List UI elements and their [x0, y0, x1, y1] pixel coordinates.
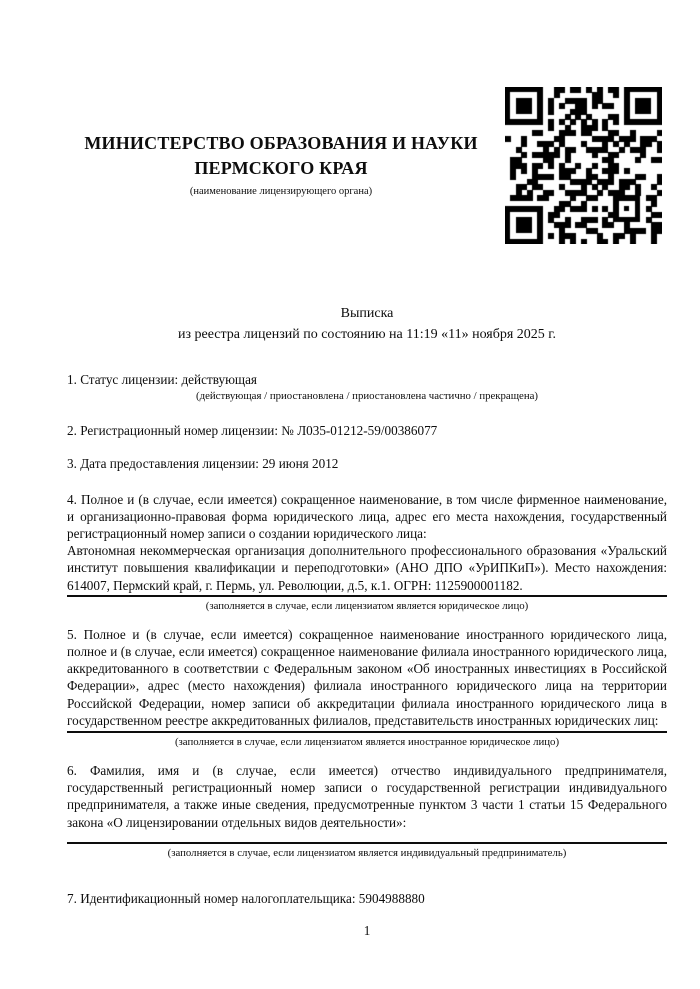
ministry-name-line1: МИНИСТЕРСТВО ОБРАЗОВАНИЯ И НАУКИ: [84, 133, 478, 153]
ministry-name-line2: ПЕРМСКОГО КРАЯ: [194, 158, 368, 178]
individual-entrepreneur-clause: 6. Фамилия, имя и (в случае, если имеется) отчество индивидуального предпринимателя, государственный регистрационный номер записи о государственной регистрации индивидуального предпринимателя, а также иные сведения, предусмотренные пунктом 3 части 1 статьи 15 Федерального закона «О лицензировании отдельных видов деятельности»:: [67, 763, 667, 830]
registration-number: 2. Регистрационный номер лицензии: № Л035-01212-59/00386077: [67, 423, 438, 439]
legal-entity-note: (заполняется в случае, если лицензиатом является юридическое лицо): [205, 599, 529, 612]
legal-entity-clause: 4. Полное и (в случае, если имеется) сокращенное наименование, в том числе фирменное наименование, и организационно-правовая форма юридического лица, адрес его места нахождения, государственный регистрационный номер записи о создании юридического лица:: [67, 491, 667, 542]
document-subtitle: из реестра лицензий по состоянию на 11:19 «11» ноября 2025 г.: [178, 327, 556, 342]
ministry-caption: (наименование лицензирующего органа): [189, 186, 373, 197]
grant-date: 3. Дата предоставления лицензии: 29 июня 2012: [67, 456, 339, 472]
legal-entity-rule: [67, 595, 667, 597]
foreign-entity-rule: [67, 731, 667, 733]
licensing-authority-block: [65, 131, 497, 198]
document-body: [67, 303, 667, 939]
license-status-note: (действующая / приостановлена / приостановлена частично / прекращена): [196, 390, 538, 403]
taxpayer-inn: 7. Идентификационный номер налогоплательщика: 5904988880: [67, 890, 425, 906]
qr-code: [505, 87, 662, 244]
individual-entrepreneur-rule: [67, 842, 667, 844]
foreign-entity-clause: 5. Полное и (в случае, если имеется) сокращенное наименование иностранного юридического лица, полное и (в случае, если имеется) сокращенное наименование филиала иностранного юридического лица, аккредитованного в соответствии с Федеральным законом «Об иностранных инвестициях в Российской Федерации», адрес (место нахождения) филиала иностранного юридического лица на территории Российской Федерации, номер записи об аккредитации филиала иностранного юридического лица в государственном реестре аккредитованных филиалов, представительств иностранных юридических лиц:: [67, 626, 667, 728]
foreign-entity-note: (заполняется в случае, если лицензиатом является иностранное юридическое лицо): [174, 736, 560, 749]
document-title: Выписка: [340, 306, 394, 321]
legal-entity-value: Автономная некоммерческая организация дополнительного профессионального образования «Уральский институт повышения квалификации и переподготовки» (АНО ДПО «УрИПКиП»). Место нахождения: 614007, Пермский край, г. Пермь, ул. Революции, д.5, к.1. ОГРН: 1125900001182.: [67, 543, 667, 593]
license-status: 1. Статус лицензии: действующая: [67, 372, 258, 387]
page-number: 1: [363, 923, 371, 939]
individual-entrepreneur-note: (заполняется в случае, если лицензиатом является индивидуальный предприниматель): [167, 846, 567, 859]
